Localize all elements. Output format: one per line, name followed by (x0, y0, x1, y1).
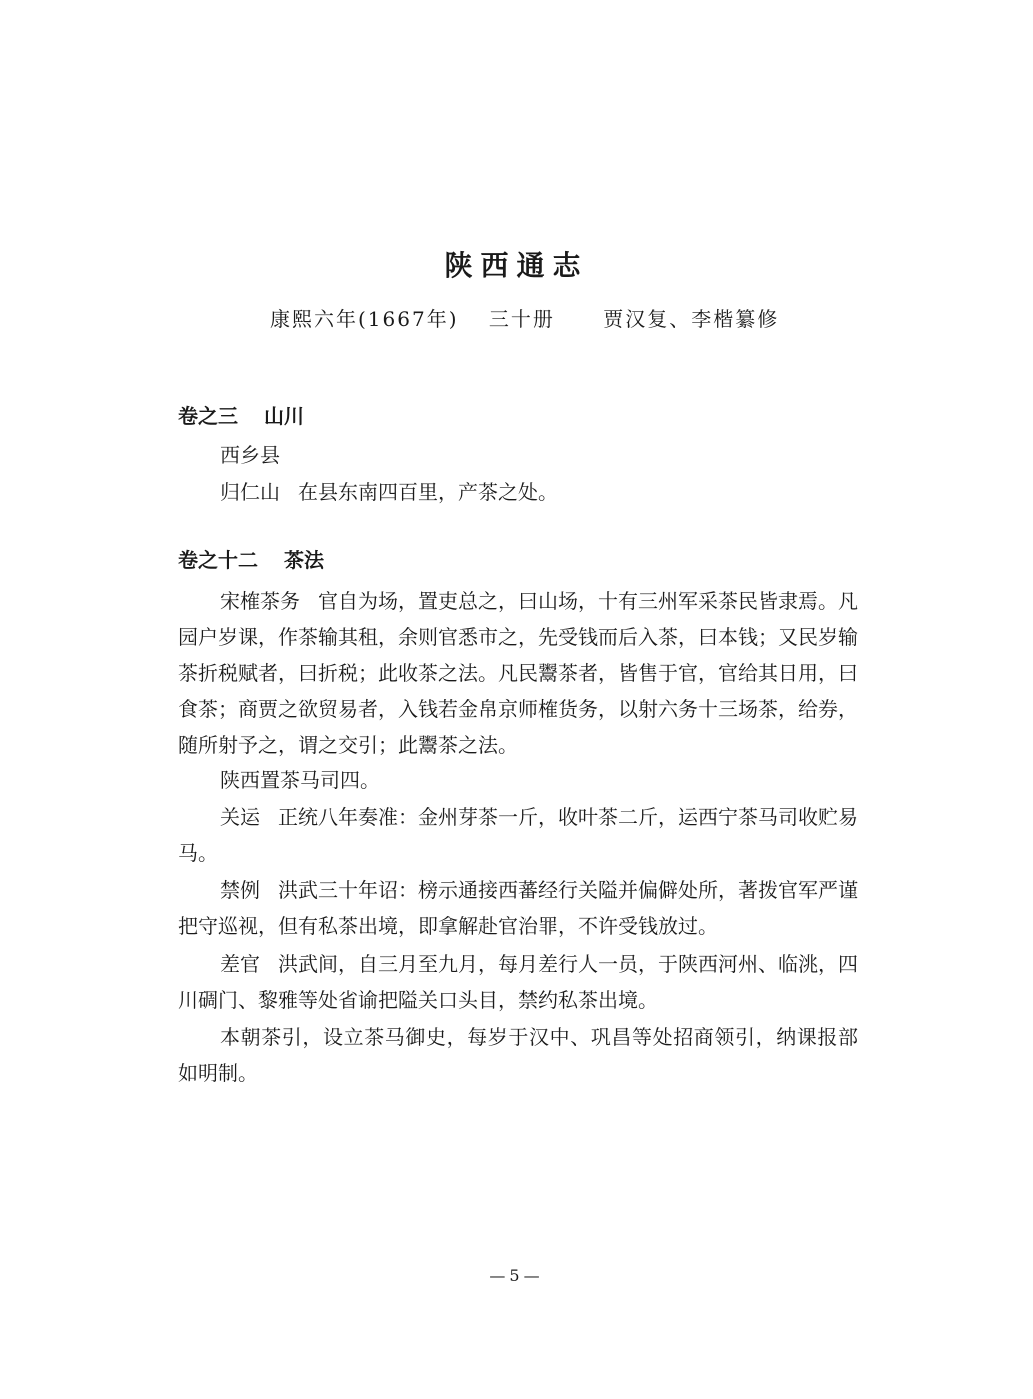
section-name: 山川 (264, 404, 304, 428)
subtitle-editors: 贾汉复、李楷纂修 (603, 307, 780, 331)
page-title: 陕西通志 (444, 249, 589, 282)
paragraph (178, 872, 858, 944)
paragraph (178, 762, 858, 798)
paragraph (178, 1019, 858, 1091)
paragraph-text: 洪武三十年诏：榜示通接西蕃经行关隘并偏僻处所，著拨官军严谨把守巡视，但有私茶出境，即拿解赴官治罪，不许受钱放过。 (178, 878, 858, 938)
page-number: —5— (489, 1266, 544, 1285)
paragraph (178, 946, 858, 1018)
section-volume: 卷之三 (178, 404, 238, 428)
subtitle (270, 303, 870, 332)
paragraph (178, 474, 858, 510)
paragraph-text: 本朝茶引，设立茶马御史，每岁于汉中、巩昌等处招商领引，纳课报部如明制。 (178, 1025, 858, 1085)
paragraph-text: 洪武间，自三月至九月，每月差行人一员，于陕西河州、临洮，四川碉门、黎雅等处省谕把隘关口头目，禁约私茶出境。 (178, 952, 858, 1012)
paragraph (178, 799, 858, 871)
section-heading (178, 544, 324, 573)
paragraph-lead: 差官 (220, 952, 260, 976)
paragraph-lead: 禁例 (220, 878, 260, 902)
section-volume: 卷之十二 (178, 548, 258, 572)
paragraph-text: 陕西置茶马司四。 (220, 768, 380, 792)
paragraph-text: 在县东南四百里，产茶之处。 (298, 480, 558, 504)
paragraph-text: 正统八年奏准：金州芽茶一斤，收叶茶二斤，运西宁茶马司收贮易马。 (178, 805, 858, 865)
paragraph-lead: 宋榷茶务 (220, 589, 300, 613)
subtitle-edition: 康熙六年(1667年) (270, 307, 459, 331)
paragraph (178, 437, 858, 473)
section-heading (178, 400, 304, 429)
subtitle-volumes: 三十册 (488, 307, 555, 331)
paragraph-text: 官自为场，置吏总之，曰山场，十有三州军采茶民皆隶焉。凡园户岁课，作茶输其租，余则官悉市之，先受钱而后入茶，曰本钱；又民岁输茶折税赋者，曰折税；此收茶之法。凡民鬻茶者，皆售于官，官给其日用，曰食茶；商贾之欲贸易者，入钱若金帛京师榷货务，以射六务十三场茶，给券，随所射予之，谓之交引；此鬻茶之法。 (178, 589, 858, 757)
paragraph-lead: 归仁山 (220, 480, 280, 504)
paragraph (178, 583, 858, 763)
paragraph-text: 西乡县 (220, 443, 280, 467)
section-name: 茶法 (284, 548, 324, 572)
paragraph-lead: 关运 (220, 805, 260, 829)
